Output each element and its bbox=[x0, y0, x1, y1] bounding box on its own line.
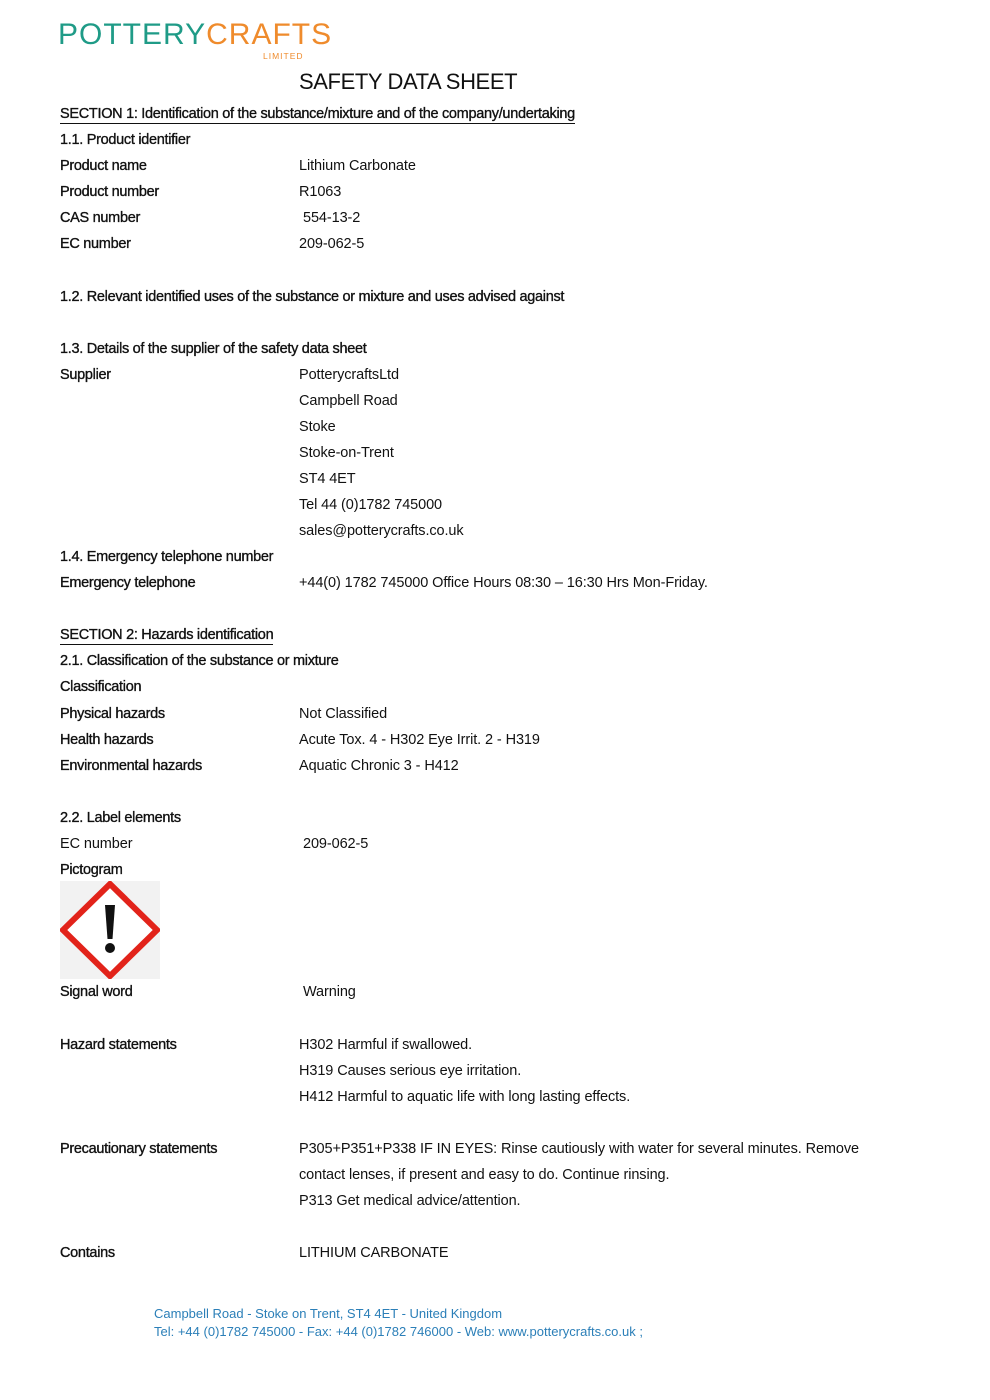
subsection-1-3: 1.3. Details of the supplier of the safety data sheet bbox=[60, 341, 367, 357]
ec-number-value: 209-062-5 bbox=[299, 236, 365, 252]
health-hazards-value: Acute Tox. 4 - H302 Eye Irrit. 2 - H319 bbox=[299, 732, 540, 748]
ec-number-label: EC number bbox=[60, 236, 131, 252]
hazard-statement: H412 Harmful to aquatic life with long lasting effects. bbox=[299, 1089, 631, 1105]
label-ec-number-label: EC number bbox=[60, 836, 133, 852]
product-number-label: Product number bbox=[60, 184, 159, 200]
subsection-2-1: 2.1. Classification of the substance or mixture bbox=[60, 653, 339, 669]
subsection-1-2: 1.2. Relevant identified uses of the substance or mixture and uses advised against bbox=[60, 289, 565, 305]
logo-text-pottery: POTTERY bbox=[58, 18, 207, 51]
logo-text-crafts: CRAFTS bbox=[206, 18, 333, 51]
cas-number-label: CAS number bbox=[60, 210, 141, 226]
footer-contact: Tel: +44 (0)1782 745000 - Fax: +44 (0)1782 746000 - Web: www.potterycrafts.co.uk ; bbox=[154, 1324, 643, 1339]
supplier-line: PotterycraftsLtd bbox=[299, 367, 399, 383]
supplier-line: Stoke bbox=[299, 419, 336, 435]
precautionary-statement: P305+P351+P338 IF IN EYES: Rinse cautiously with water for several minutes. Remove bbox=[299, 1141, 859, 1157]
subsection-1-4: 1.4. Emergency telephone number bbox=[60, 549, 274, 565]
supplier-phone: Tel 44 (0)1782 745000 bbox=[299, 497, 443, 513]
exclamation-mark-hazard-icon bbox=[60, 881, 160, 979]
supplier-line: Stoke-on-Trent bbox=[299, 445, 394, 461]
subsection-1-1: 1.1. Product identifier bbox=[60, 132, 191, 148]
signal-word-value: Warning bbox=[303, 984, 356, 1000]
section-1-heading: SECTION 1: Identification of the substance/mixture and of the company/undertaking bbox=[60, 106, 575, 122]
pictogram-label: Pictogram bbox=[60, 862, 123, 878]
physical-hazards-label: Physical hazards bbox=[60, 706, 165, 722]
company-logo bbox=[58, 18, 333, 61]
subsection-2-2: 2.2. Label elements bbox=[60, 810, 181, 826]
signal-word-label: Signal word bbox=[60, 984, 133, 1000]
supplier-line: Campbell Road bbox=[299, 393, 398, 409]
contains-value: LITHIUM CARBONATE bbox=[299, 1245, 449, 1261]
emergency-telephone-value: +44(0) 1782 745000 Office Hours 08:30 – 16:30 Hrs Mon-Friday. bbox=[299, 575, 708, 591]
emergency-telephone-label: Emergency telephone bbox=[60, 575, 196, 591]
hazard-statements-label: Hazard statements bbox=[60, 1037, 177, 1053]
environmental-hazards-value: Aquatic Chronic 3 - H412 bbox=[299, 758, 459, 774]
environmental-hazards-label: Environmental hazards bbox=[60, 758, 202, 774]
product-name-value: Lithium Carbonate bbox=[299, 158, 416, 174]
logo-text-limited: LIMITED bbox=[263, 51, 304, 61]
footer-address: Campbell Road - Stoke on Trent, ST4 4ET - United Kingdom bbox=[154, 1306, 503, 1321]
supplier-line: ST4 4ET bbox=[299, 471, 356, 487]
label-ec-number-value: 209-062-5 bbox=[303, 836, 369, 852]
hazard-statement: H319 Causes serious eye irritation. bbox=[299, 1063, 522, 1079]
hazard-statement: H302 Harmful if swallowed. bbox=[299, 1037, 473, 1053]
precautionary-statement: contact lenses, if present and easy to do. Continue rinsing. bbox=[299, 1167, 670, 1183]
product-name-label: Product name bbox=[60, 158, 147, 174]
supplier-email: sales@potterycrafts.co.uk bbox=[299, 523, 464, 539]
precautionary-statements-label: Precautionary statements bbox=[60, 1141, 218, 1157]
contains-label: Contains bbox=[60, 1245, 115, 1261]
health-hazards-label: Health hazards bbox=[60, 732, 154, 748]
precautionary-statement: P313 Get medical advice/attention. bbox=[299, 1193, 521, 1209]
product-number-value: R1063 bbox=[299, 184, 342, 200]
cas-number-value: 554-13-2 bbox=[303, 210, 361, 226]
physical-hazards-value: Not Classified bbox=[299, 706, 388, 722]
supplier-label: Supplier bbox=[60, 367, 111, 383]
section-2-heading: SECTION 2: Hazards identification bbox=[60, 627, 274, 643]
document-title: SAFETY DATA SHEET bbox=[299, 69, 518, 94]
classification-label: Classification bbox=[60, 679, 142, 695]
